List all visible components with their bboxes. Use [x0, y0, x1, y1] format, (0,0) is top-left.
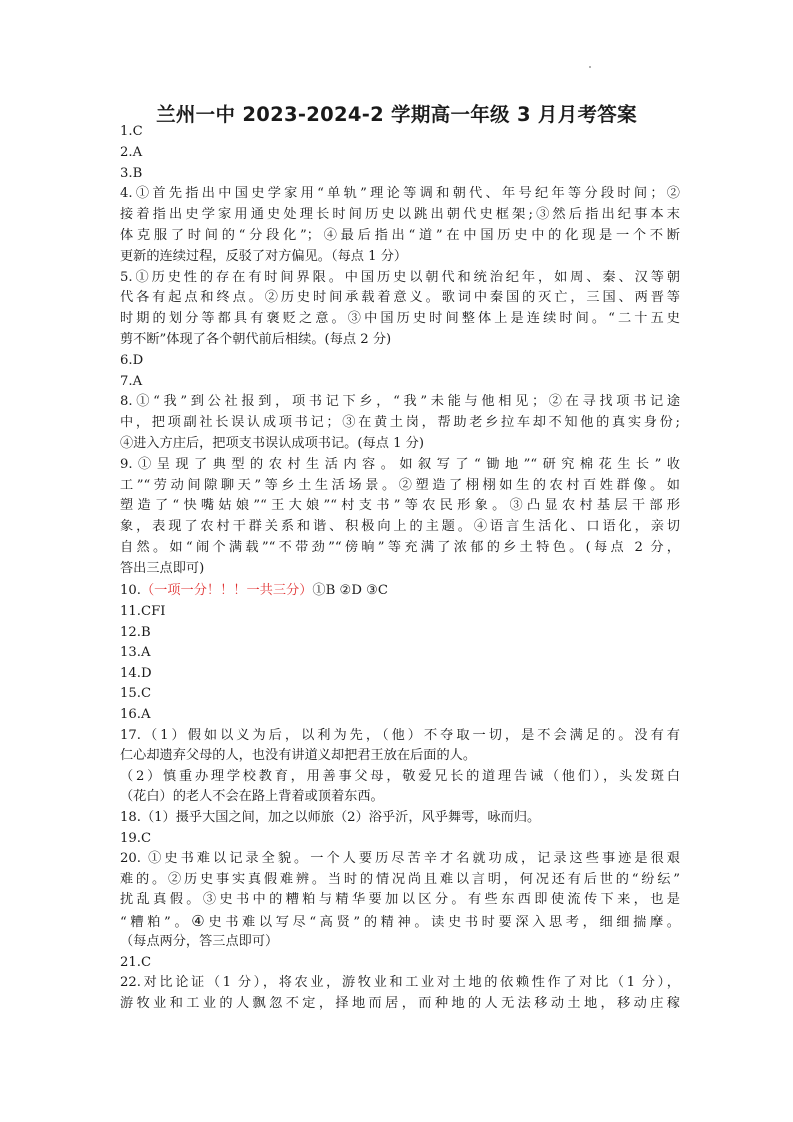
answer-line: 19.C	[120, 830, 152, 846]
answer-line: 答出三点即可)	[120, 560, 205, 576]
answer-line: 22.对比论证（1 分），将农业，游牧业和工业对土地的依赖性作了对比（1 分），	[120, 975, 680, 991]
answer-line: 11.CFI	[120, 604, 166, 619]
answer-line: ④进入方庄后，把项支书误认成项书记。(每点 1 分)	[120, 436, 424, 451]
answer-line: 自然。如“闹个满载”“不带劲”“傍晌”等充满了浓郁的乡土特色。(每点 2 分，	[120, 540, 680, 555]
q20-text-post: 史书难以写尽“高贤”的精神。读史书时要深入思考，细细揣摩。	[208, 915, 680, 930]
answer-line: 1.C	[120, 124, 143, 139]
answer-line: 3.B	[120, 165, 143, 181]
answer-line: 难的。②历史事实真假难辨。当时的情况尚且难以言明，何况还有后世的“纷纭”	[120, 871, 680, 887]
answer-line: （花白）的老人不会在路上背着或顶着东西。	[120, 789, 384, 805]
answer-line: 20. ①史书难以记录全貌。一个人要历尽苦辛才名就功成，记录这些事迹是很艰	[120, 851, 680, 867]
answer-line: 中，把项副社长误认成项书记；③在黄土岗，帮助老乡拉车却不知他的真实身份;	[120, 415, 680, 431]
answer-line: 12.B	[120, 624, 151, 640]
answer-line: 13.A	[120, 645, 151, 661]
answer-line: 扰乱真假。③史书中的糟粕与精华要加以区分。有些东西即使流传下来，也是	[120, 892, 680, 908]
answer-line: 接着指出史学家用通史处理长时间历史以跳出朝代史框架;③然后指出纪事本末	[120, 207, 680, 223]
answer-line: 4.①首先指出中国史学家用“单轨”理论等调和朝代、年号纪年等分段时间；②	[120, 186, 680, 202]
answer-line: 游牧业和工业的人飘忽不定，择地而居，而种地的人无法移动土地，移动庄稼	[120, 995, 680, 1011]
answer-line: 2.A	[120, 144, 143, 160]
q10-answers: ①B ②D ③C	[312, 583, 388, 598]
answer-line: 7.A	[120, 373, 143, 389]
answer-line: 仁心却遗弃父母的人，也没有讲道义却把君王放在后面的人。	[120, 748, 477, 764]
answer-line: （2）慎重办理学校教育，用善事父母，敬爱兄长的道理告诫（他们），头发斑白	[120, 768, 680, 784]
page-title: 兰州一中 2023-2024-2 学期高一年级 3 月月考答案	[156, 103, 637, 126]
answer-line-q20-circled	[120, 911, 680, 931]
answer-line: 体克服了时间的“分段化”；④最后指出“道”在中国历史中的化现是一个不断	[120, 228, 680, 243]
answer-line: 剪不断”体现了各个朝代前后相续。(每点 2 分)	[120, 332, 392, 347]
answer-line: 21.C	[120, 954, 152, 970]
answer-line: 象，表现了农村干群关系和谐、积极向上的主题。④语言生活化、口语化，亲切	[120, 519, 680, 535]
answer-line: 9.①呈现了典型的农村生活内容。如叙写了“锄地”“研究棉花生长”收	[120, 456, 680, 472]
answer-line: 5.①历史性的存在有时间界限。中国历史以朝代和统治纪年，如周、秦、汉等朝	[120, 269, 680, 285]
q10-number: 10.	[120, 583, 141, 598]
q20-text-pre: “糟粕”。	[120, 915, 192, 930]
answer-line: 塑造了“快嘴姑娘”“王大娘”“村支书”等农民形象。③凸显农村基层干部形	[120, 498, 680, 514]
answer-line: 17.（1）假如以义为后，以利为先，（他）不夺取一切，是不会满足的。没有有	[120, 727, 680, 743]
answer-line: 6.D	[120, 352, 144, 368]
answer-line: 更新的连续过程，反驳了对方偏见。（每点 1 分）	[120, 248, 408, 264]
answer-line: 16.A	[120, 707, 151, 722]
answer-line: 14.D	[120, 665, 152, 681]
answer-line: 8.①“我”到公社报到，项书记下乡，“我”未能与他相见；②在寻找项书记途	[120, 394, 680, 410]
q20-circled-number: ④	[191, 912, 209, 930]
answer-line: （每点两分，答三点即可）	[120, 934, 279, 949]
answer-line: 代各有起点和终点。②历史时间承载着意义。歌词中秦国的灭亡，三国、两晋等	[120, 290, 680, 306]
answer-line: 18.（1）摄乎大国之间，加之以师旅（2）浴乎沂，风乎舞雩，咏而归。	[120, 810, 541, 825]
q10-scoring-note: （一项一分！！！一共三分）	[140, 583, 313, 598]
answer-line: 时期的划分等都具有褒贬之意。③中国历史时间整体上是连续时间。“二十五史	[120, 311, 680, 327]
answer-line-q10	[120, 581, 680, 601]
scan-speck	[589, 66, 591, 68]
answer-line: 15.C	[120, 686, 152, 702]
answer-line: 工”“劳动间隙聊天”等乡土生活场景。②塑造了栩栩如生的农村百姓群像。如	[120, 477, 680, 493]
